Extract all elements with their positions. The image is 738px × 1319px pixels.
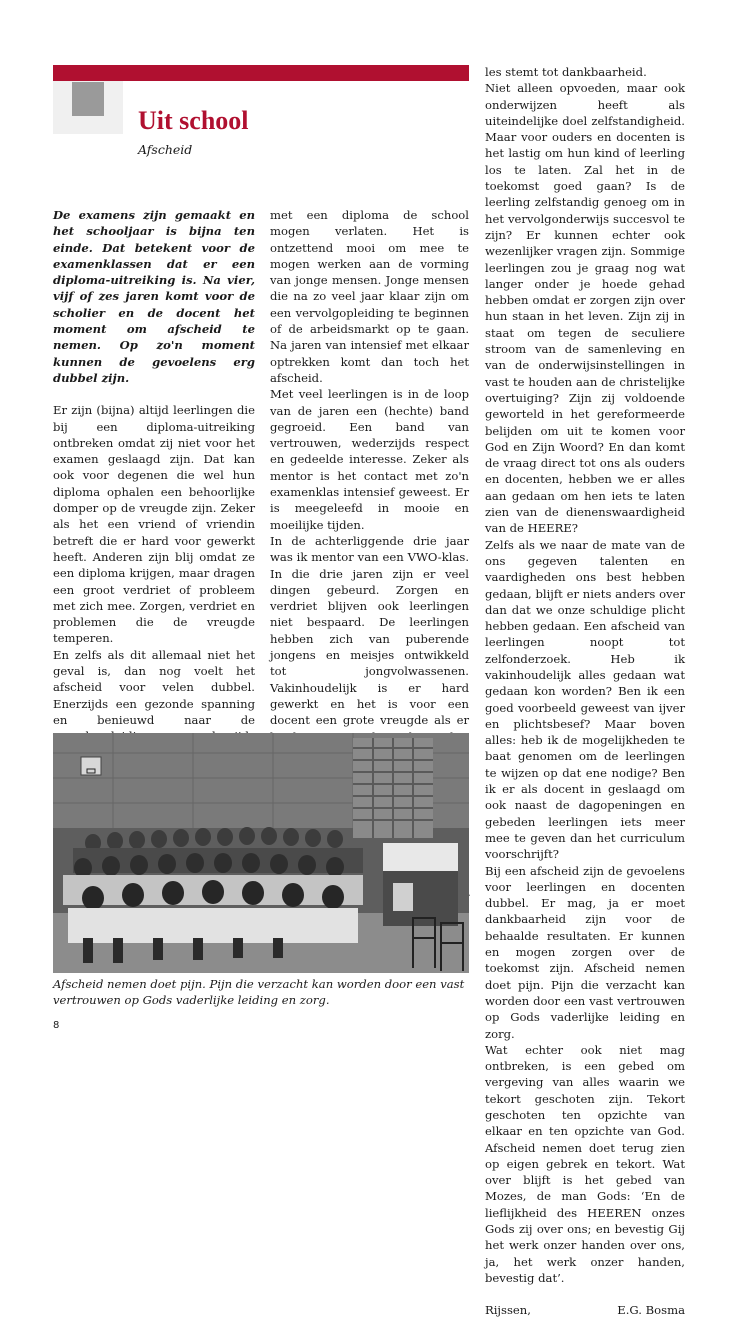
- header-accent-bar: [53, 65, 469, 81]
- signature: [485, 1302, 685, 1318]
- paragraph: Zelfs als we naar de mate van de ons gegeven talenten en vaardigheden ons best hebben gedaan, blijft er niets anders over dan dat we onze schuldige plicht hebben gedaan. Een afscheid van leerlingen noopt tot zelfonderzoek. Heb ik vakinhoudelijk alles gedaan wat gedaan kon worden? Ben ik een goed voorbeeld geweest van ijver en plichtsbesef? Maar boven alles: heb ik de mogelijkheden te baat genomen om de leerlingen te wijzen op dat ene nodige? Ben ik er als docent in geslaagd om ook naast de dagopeningen en gebeden leerlingen iets meer mee te geven dan het curriculum voorschrijft?: [485, 537, 685, 862]
- article-subtitle: Afscheid: [138, 142, 193, 157]
- page-number: 8: [53, 1020, 60, 1031]
- ceremony-photo: [53, 733, 469, 973]
- paragraph: Niet alleen opvoeden, maar ook onderwijzen heeft als uiteindelijke doel zelfstandigheid. Maar voor ouders en docenten is het lastig om hun kind of leerling los te laten. Zal het in de toekomst goed gaan? Is de leerling zelfstandig genoeg om in het vervolgonderwijs succesvol te zijn? Er kunnen echter ook wezenlijker vragen zijn. Sommige leerlingen zou je graag nog wat langer onder je hoede gehad hebben omdat er zorgen zijn over hun staan in het leven. Zijn zij in staat om tegen de seculiere stroom van de samenleving en van de onderwijsinstellingen in vast te houden aan de christelijke overtuiging? Zijn zij voldoende geworteld in het gereformeerde belijden om uit te komen voor God en Zijn Woord? En dan komt de vraag direct tot ons als ouders en docenten, hebben we er alles aan gedaan om hen iets te laten zien van de dienenswaardigheid van de HEERE?: [485, 81, 685, 536]
- header-gray-square: [72, 82, 104, 116]
- article-intro: De examens zijn gemaakt en het schooljaar is bijna ten einde. Dat betekent voor de examenklassen dat er een diploma-uitreiking is. Na vier, vijf of zes jaren komt voor de scholier en de docent het moment om afscheid te nemen. Op zo'n moment kunnen de gevoelens erg dubbel zijn.: [53, 208, 255, 385]
- photo-caption: Afscheid nemen doet pijn. Pijn die verzacht kan worden door een vast vertrouwen op Gods vaderlijke leiding en zorg.: [53, 977, 465, 1007]
- paragraph: Er zijn (bijna) altijd leerlingen die bij een diploma-uitreiking ontbreken omdat zij niet voor het examen geslaagd zijn. Dat kan ook voor degenen die wel hun diploma ophalen een behoorlijke domper op de vreugde zijn. Zeker als het een vriend of vriendin betreft die er hard voor gewerkt heeft. Anderen zijn blij omdat ze een diploma krijgen, maar dragen een groot verdriet of probleem met zich mee. Zorgen, verdriet en problemen die de vreugde temperen.: [53, 403, 255, 646]
- paragraph: Met veel leerlingen is in de loop van de jaren een (hechte) band gegroeid. Een band van vertrouwen, wederzijds respect en gedeelde interesse. Zeker als mentor is het contact met zo'n examenklas intensief geweest. Er is meegeleefd in mooie en moeilijke tijden.: [270, 387, 469, 532]
- paragraph: In de achterliggende drie jaar was ik mentor van een VWO-klas. In die drie jaren zijn er veel dingen gebeurd. Zorgen en verdriet blijven ook leerlingen niet bespaard. De leerlingen hebben zich van puberende jongens en meisjes ontwikkeld tot jongvolwassenen. Vakinhoudelijk is er hard gewerkt en het is voor een docent een grote vreugde als er: [270, 533, 469, 728]
- text-column-3: [485, 64, 685, 1319]
- paragraph: les stemt tot dankbaarheid.: [485, 65, 647, 79]
- article-title: Uit school: [138, 106, 249, 135]
- paragraph: Wat echter ook niet mag ontbreken, is een gebed om vergeving van alles waarin we tekort geschoten zijn. Tekort geschoten ten opzichte van elkaar en ten opzichte van God. Afscheid nemen doet terug zien op eigen gebrek en tekort. Wat over blijft is het gebed van Mozes, de man Gods: ‘En de lieflijkheid des HEEREN onzes Gods zij over ons; en bevestig Gij het werk onzer handen over ons, ja, het werk onzer handen, bevestig dat’.: [485, 1042, 685, 1285]
- paragraph: Bij een afscheid zijn de gevoelens voor leerlingen en docenten dubbel. Er mag, ja er moet dankbaarheid zijn voor de behaalde resultaten. Er kunnen en mogen zorgen over de toekomst zijn. Afscheid nemen doet pijn. Pijn die verzacht kan worden door een vast vertrouwen op Gods vaderlijke leiding en zorg.: [485, 863, 685, 1041]
- paragraph: En zelfs als dit allemaal niet het geval is, dan nog voelt het afscheid voor velen dubbel. Enerzijds een gezonde spanning en benieuwd naar de: [53, 647, 255, 727]
- paragraph: met een diploma de school mogen verlaten. Het is ontzettend mooi om mee te mogen werken aan de vorming van jonge mensen. Jonge mensen die na zo veel jaar klaar zijn om een vervolgopleiding te beginnen of de arbeidsmarkt op te gaan. Na jaren van intensief met elkaar optrekken komt dan toch het afscheid.: [270, 208, 469, 385]
- signature-author: E.G. Bosma: [617, 1303, 685, 1318]
- ceremony-photo-illustration: [53, 733, 469, 973]
- signature-place: Rijssen,: [485, 1303, 531, 1318]
